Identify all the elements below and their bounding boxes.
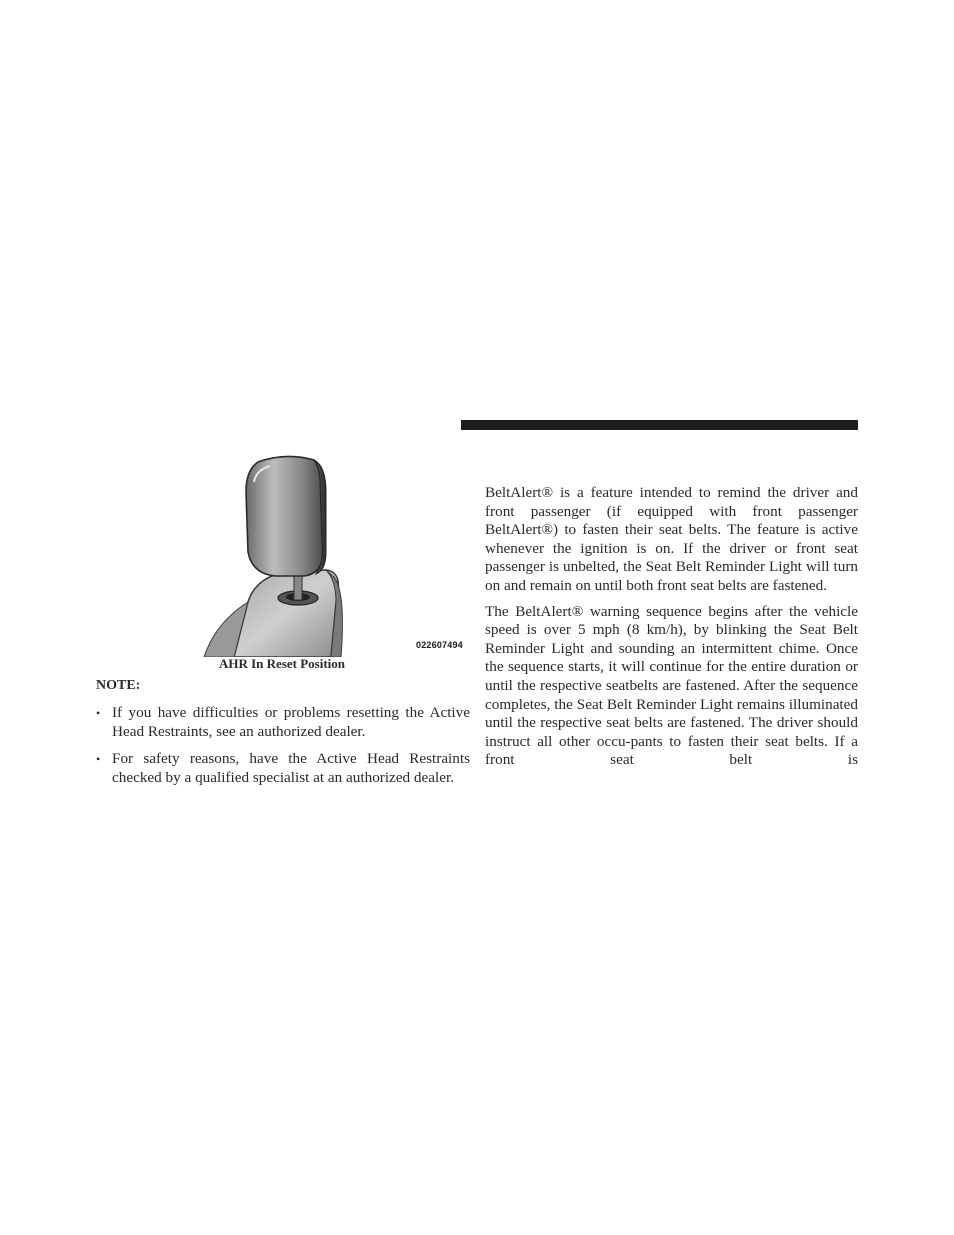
section-divider-bar bbox=[461, 420, 858, 430]
body-paragraph: The BeltAlert® warning sequence begins after the vehicle speed is over 5 mph (8 km/h), by blinking the Seat Belt Reminder Light and sounding an intermittent chime. Once the sequence starts, it will continue for the entire duration or until the respective seatbelts are fastened. After the sequence completes, the Seat Belt Reminder Light remains illuminated until the respective seat belts are fastened. The driver should instruct all other occu-pants to fasten their seat belts. If a front seat belt is bbox=[485, 602, 858, 769]
body-text bbox=[485, 484, 858, 777]
note-list bbox=[96, 704, 470, 796]
body-paragraph: BeltAlert® is a feature intended to remind the driver and front passenger (if equipped with front passenger BeltAlert®) to fasten their seat belts. The feature is active whenever the ignition is on. If the driver or front seat passenger is unbelted, the Seat Belt Reminder Light will turn on and remain on until both front seat belts are fastened. bbox=[485, 484, 858, 594]
note-bullet-item bbox=[96, 704, 470, 741]
note-bullet-text: If you have difficulties or problems resetting the Active Head Restraints, see an authorized dealer. bbox=[112, 704, 470, 740]
note-bullet-item bbox=[96, 750, 470, 787]
figure-code: 022607494 bbox=[416, 640, 463, 650]
note-bullet-text: For safety reasons, have the Active Head Restraints checked by a qualified specialist at an authorized dealer. bbox=[112, 750, 470, 786]
note-heading: NOTE: bbox=[96, 678, 141, 693]
bullet-icon: • bbox=[96, 752, 101, 767]
head-restraint-figure bbox=[186, 452, 468, 657]
head-restraint-illustration bbox=[186, 452, 468, 657]
figure-caption: AHR In Reset Position bbox=[218, 656, 346, 671]
bullet-icon: • bbox=[96, 706, 101, 720]
